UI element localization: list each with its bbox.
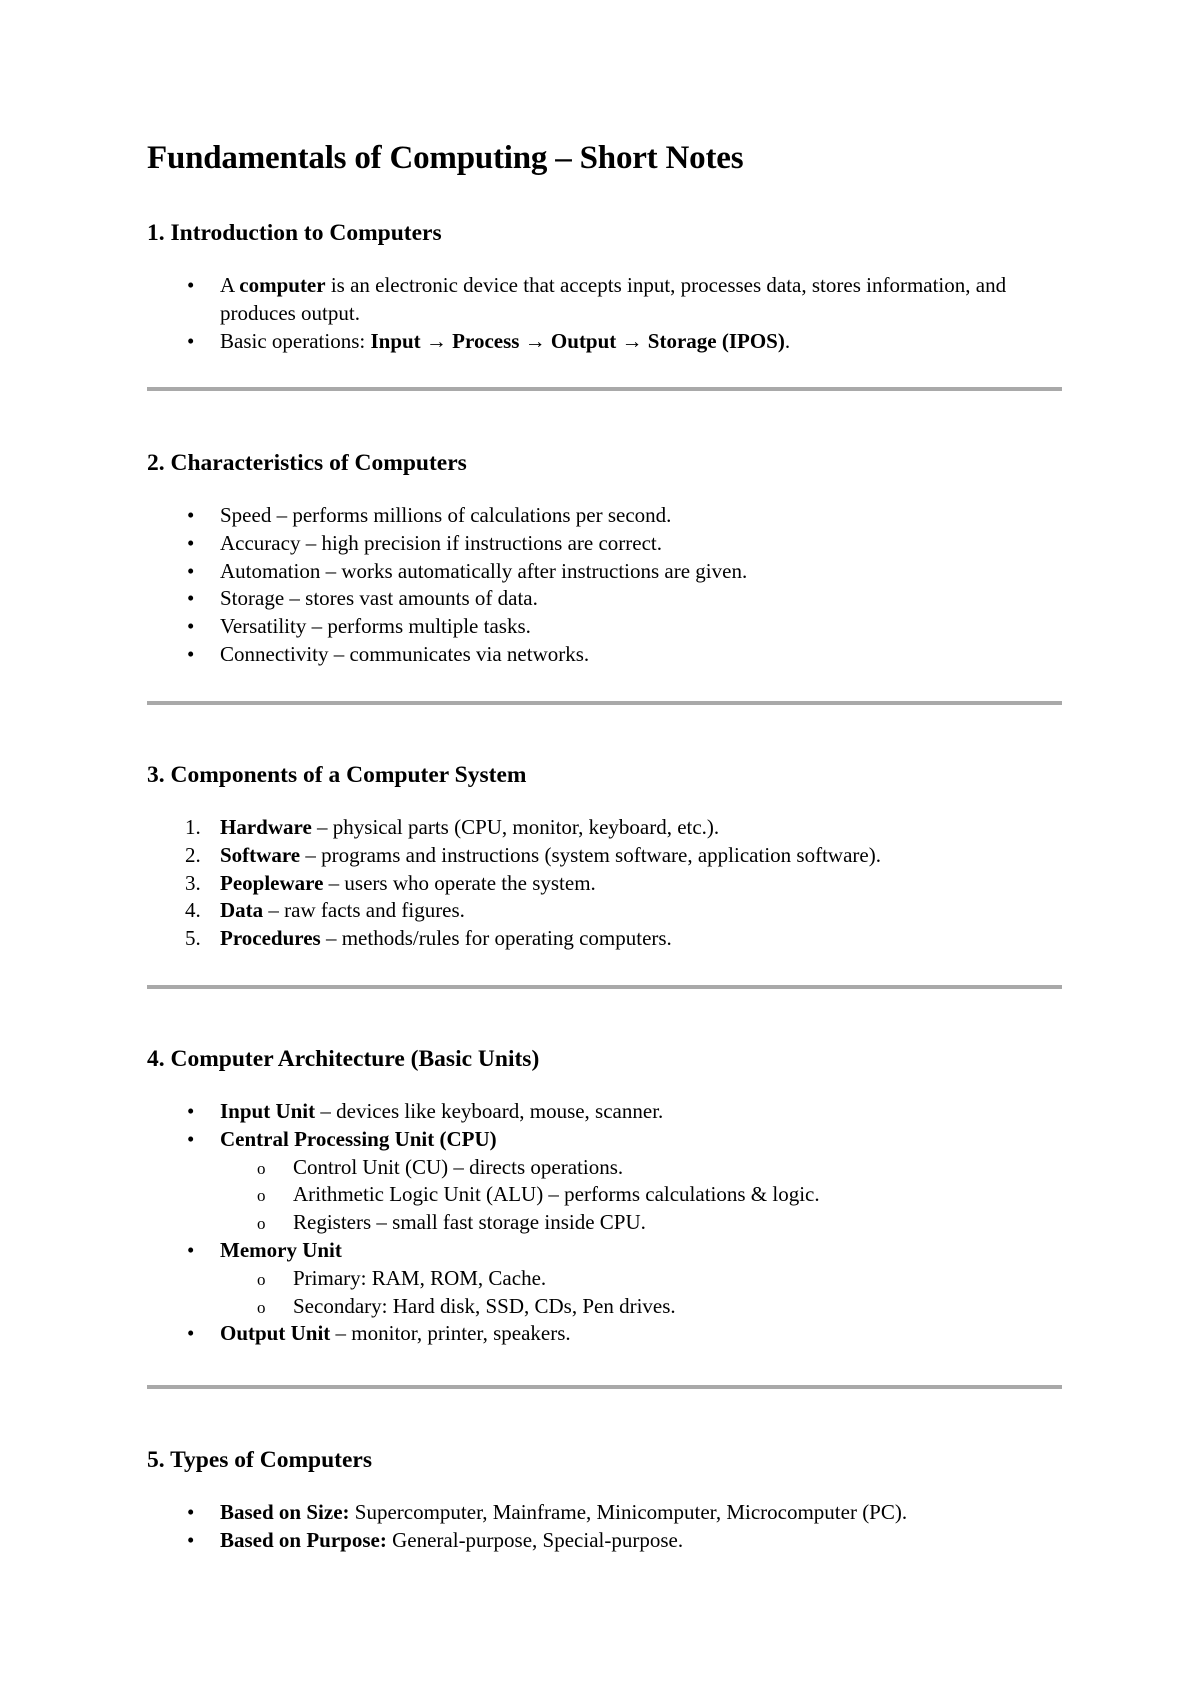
bullet-marker: •	[187, 1237, 195, 1262]
bullet-marker: •	[187, 530, 195, 555]
list-item: 4. Data – raw facts and figures.	[147, 897, 1062, 925]
list-item: 1. Hardware – physical parts (CPU, monitor, keyboard, etc.).	[147, 814, 1062, 842]
section-heading: 2. Characteristics of Computers	[147, 450, 467, 476]
sub-list-item: o Arithmetic Logic Unit (ALU) – performs calculations & logic.	[147, 1181, 1062, 1209]
page-title: Fundamentals of Computing – Short Notes	[147, 140, 744, 176]
list-item: • Based on Purpose: General-purpose, Special-purpose.	[147, 1527, 1062, 1555]
list-item: • Output Unit – monitor, printer, speakers.	[147, 1320, 1062, 1348]
list-number: 3.	[185, 870, 201, 895]
list-item: • Connectivity – communicates via networks.	[147, 641, 1062, 669]
list-item: • Storage – stores vast amounts of data.	[147, 585, 1062, 613]
sub-list-item: o Control Unit (CU) – directs operations.	[147, 1154, 1062, 1182]
list-item: • Versatility – performs multiple tasks.	[147, 613, 1062, 641]
numbered-list	[147, 814, 1062, 953]
bullet-marker: •	[187, 1527, 195, 1552]
bullet-list	[147, 272, 1062, 355]
bullet-list	[147, 1098, 1062, 1348]
section-components	[147, 760, 1062, 953]
sub-bullet-marker: o	[257, 1297, 266, 1317]
horizontal-rule	[147, 1385, 1062, 1389]
bullet-marker: •	[187, 503, 195, 527]
bullet-marker: •	[187, 1099, 195, 1123]
list-number: 1.	[185, 815, 201, 839]
list-item: 3. Peopleware – users who operate the system.	[147, 870, 1062, 898]
sub-bullet-marker: o	[257, 1158, 266, 1178]
bullet-marker: •	[187, 273, 195, 297]
list-item: • Input Unit – devices like keyboard, mouse, scanner.	[147, 1098, 1062, 1126]
section-heading: 5. Types of Computers	[147, 1447, 372, 1473]
sub-list-item: o Registers – small fast storage inside CPU.	[147, 1209, 1062, 1237]
bullet-list	[147, 502, 1062, 669]
bullet-marker: •	[187, 1321, 195, 1346]
list-item: • Based on Size: Supercomputer, Mainframe, Minicomputer, Microcomputer (PC).	[147, 1499, 1062, 1527]
bullet-marker: •	[187, 1126, 195, 1151]
list-item: • A computer is an electronic device that accepts input, processes data, stores information, and produces output.	[187, 273, 1007, 325]
sub-bullet-marker: o	[257, 1186, 266, 1206]
sub-bullet-marker: o	[257, 1269, 266, 1289]
list-item: • Speed – performs millions of calculations per second.	[147, 502, 1062, 530]
section-heading: 1. Introduction to Computers	[147, 220, 442, 246]
sub-list-item: o Secondary: Hard disk, SSD, CDs, Pen drives.	[147, 1293, 1062, 1321]
bullet-marker: •	[187, 558, 195, 583]
horizontal-rule	[147, 387, 1062, 391]
list-item: • Memory Unit	[147, 1237, 1062, 1265]
bullet-marker: •	[187, 328, 195, 353]
horizontal-rule	[147, 985, 1062, 989]
list-item: • Central Processing Unit (CPU)	[147, 1126, 1062, 1154]
list-item: 2. Software – programs and instructions (system software, application software).	[147, 842, 1062, 870]
list-item: • Automation – works automatically after instructions are given.	[147, 558, 1062, 586]
bullet-marker: •	[187, 641, 195, 666]
section-heading: 4. Computer Architecture (Basic Units)	[147, 1046, 540, 1072]
list-number: 4.	[185, 898, 201, 923]
list-item: • Basic operations: Input → Process → Output → Storage (IPOS).	[147, 328, 1062, 356]
list-item: • Accuracy – high precision if instructions are correct.	[147, 530, 1062, 558]
horizontal-rule	[147, 701, 1062, 705]
bullet-marker: •	[187, 586, 195, 611]
section-architecture	[147, 1044, 1062, 1348]
list-number: 5.	[185, 926, 201, 951]
section-introduction	[147, 218, 1062, 355]
bullet-marker: •	[187, 1500, 195, 1524]
bullet-marker: •	[187, 614, 195, 639]
sub-list-item: o Primary: RAM, ROM, Cache.	[147, 1265, 1062, 1293]
bullet-list	[147, 1499, 1062, 1555]
list-item: 5. Procedures – methods/rules for operating computers.	[147, 925, 1062, 953]
sub-bullet-marker: o	[257, 1214, 266, 1234]
section-characteristics	[147, 448, 1062, 669]
section-heading: 3. Components of a Computer System	[147, 762, 527, 788]
list-number: 2.	[185, 842, 201, 867]
section-types	[147, 1445, 1062, 1555]
